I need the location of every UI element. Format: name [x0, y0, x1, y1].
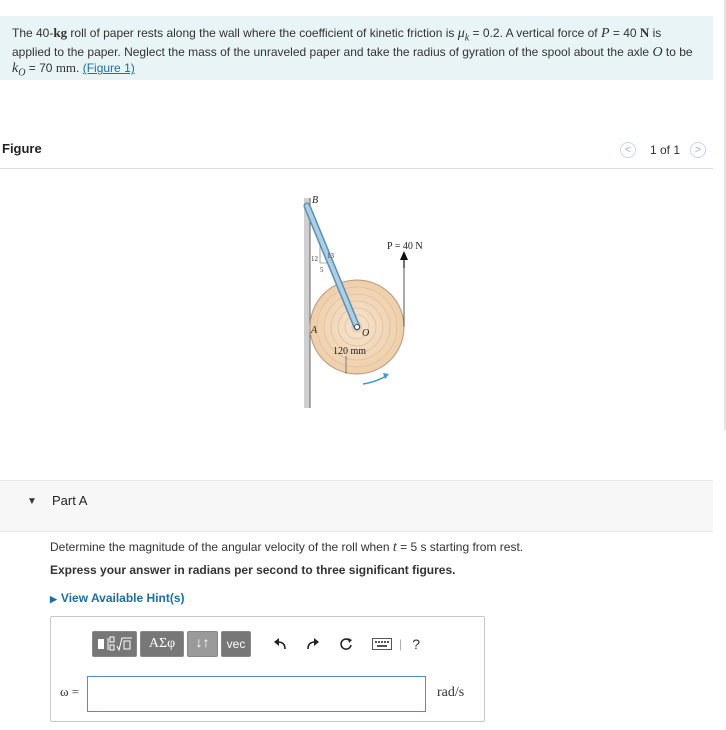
force-symbol: P: [600, 26, 610, 41]
collapse-triangle-icon[interactable]: ▼: [27, 496, 37, 507]
problem-statement: [0, 16, 713, 80]
axle: [355, 325, 360, 330]
undo-icon[interactable]: [270, 631, 290, 657]
chevron-left-icon: <: [624, 144, 632, 156]
math-toolbar: [92, 631, 426, 657]
redo-icon[interactable]: [303, 631, 323, 657]
answer-units: rad/s: [437, 685, 465, 700]
rotation-arrowhead: [383, 373, 389, 379]
question-text: [50, 540, 523, 556]
fraction-radical-icon: [97, 636, 133, 652]
caret-right-icon: ▶: [50, 594, 57, 604]
answer-input[interactable]: [87, 676, 426, 712]
unit-newton: N: [639, 25, 650, 40]
figure-page-count: 1 of 1: [650, 143, 681, 157]
part-a-header[interactable]: [0, 480, 713, 532]
radius-label: 120 mm: [333, 346, 367, 357]
point-B-label: B: [312, 195, 319, 206]
point-O-label: O: [362, 328, 370, 339]
divider: [0, 168, 713, 169]
slope-label-12: 12: [311, 255, 318, 263]
toolbar-separator: |: [399, 637, 403, 651]
problem-text: = 40: [609, 26, 640, 40]
figure-pager: [620, 142, 706, 158]
axle-symbol: O: [652, 45, 663, 61]
instruction-text: Express your answer in radians per second to three significant figures.: [50, 563, 456, 577]
mu-subscript: k: [464, 32, 470, 44]
figure-title: Figure: [2, 141, 42, 156]
reset-icon[interactable]: [336, 631, 356, 657]
keyboard-icon[interactable]: [369, 631, 395, 657]
problem-text: .: [76, 61, 83, 76]
time-symbol: t: [392, 540, 397, 555]
force-arrowhead: [400, 251, 408, 260]
templates-button[interactable]: [92, 631, 137, 657]
greek-symbols-button[interactable]: ΑΣφ: [140, 631, 184, 657]
wall: [304, 198, 310, 408]
force-label: P = 40 N: [387, 241, 423, 252]
unit-mm: mm: [55, 60, 77, 76]
paper-roll-figure: [290, 188, 450, 413]
vector-button[interactable]: vec: [221, 631, 251, 657]
problem-text: = 0.2. A vertical force of: [469, 26, 601, 40]
view-hints-link[interactable]: [50, 591, 185, 605]
mu-symbol: μ: [457, 26, 465, 41]
slope-label-5: 5: [320, 266, 324, 274]
problem-text: to be: [662, 45, 693, 60]
question-post: = 5 s starting from rest.: [396, 540, 524, 554]
help-button[interactable]: ?: [412, 636, 421, 652]
problem-text: roll of paper rests along the wall where the coefficient of kinetic friction is: [67, 26, 458, 40]
rotation-arrow: [363, 376, 386, 384]
problem-text: The 40-: [12, 26, 54, 40]
figure-link[interactable]: (Figure 1): [82, 61, 135, 76]
prev-figure-button[interactable]: [620, 142, 636, 158]
question-pre: Determine the magnitude of the angular velocity of the roll when: [50, 540, 393, 554]
gyration-symbol: k: [12, 61, 19, 77]
point-A-label: A: [311, 325, 318, 336]
gyration-subscript: O: [18, 67, 26, 79]
hint-label: View Available Hint(s): [60, 591, 185, 605]
next-figure-button[interactable]: [690, 142, 706, 158]
chevron-right-icon: >: [694, 144, 702, 156]
subscript-superscript-button[interactable]: ↓↑: [187, 631, 218, 657]
unit-kg: kg: [53, 25, 68, 40]
part-title[interactable]: Part A: [52, 493, 88, 508]
problem-text: = 70: [25, 61, 56, 76]
problem-text: is applied to the paper. Neglect the mass of the unraveled paper and take the radius of gyration of the spool about the axle: [12, 26, 662, 60]
slope-label-13: 13: [327, 252, 334, 260]
answer-label: ω =: [60, 684, 80, 699]
